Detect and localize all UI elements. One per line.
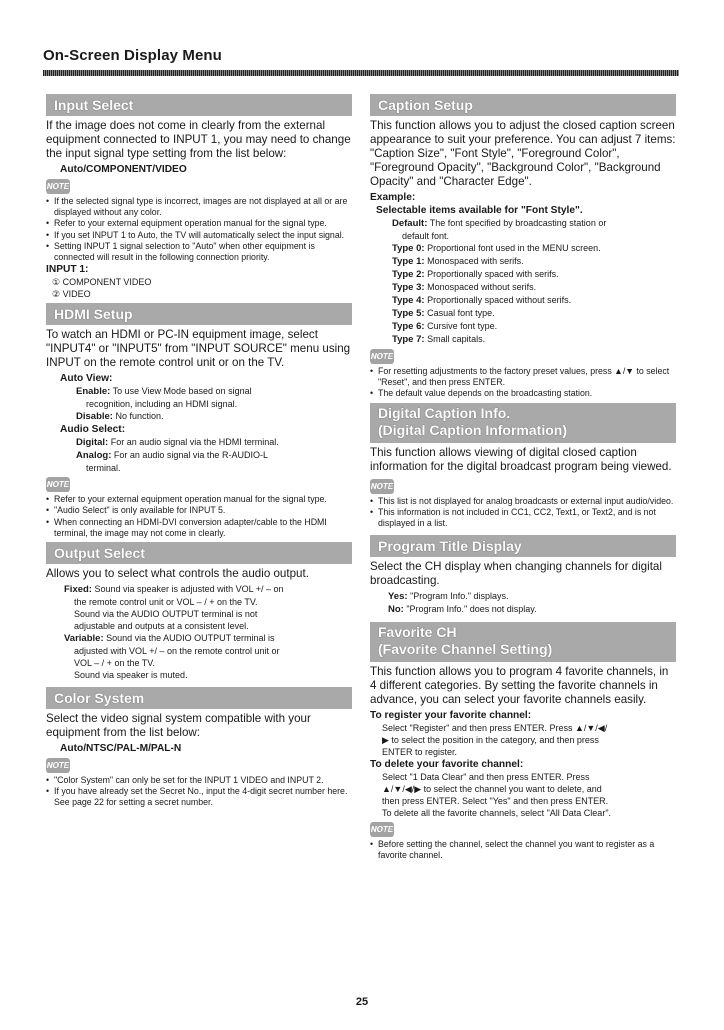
type-item	[392, 281, 676, 294]
note-item: • "Audio Select" is only available for INPUT 5.	[46, 505, 352, 516]
yes-label: Yes:	[388, 591, 408, 603]
section-heading-input-select: Input Select	[46, 94, 352, 116]
default-label: Default:	[392, 218, 428, 229]
priority-item: ② VIDEO	[52, 289, 91, 300]
digital-item	[76, 436, 352, 449]
digital-caption-notes	[370, 496, 676, 530]
type-item	[392, 242, 676, 255]
analog-cont: terminal.	[86, 463, 121, 474]
selectable-label: Selectable items available for "Font Style".	[376, 205, 583, 216]
register-steps	[382, 722, 676, 758]
type-text: Proportionally spaced without serifs.	[427, 295, 572, 305]
type-label: Type 7:	[392, 334, 425, 345]
section-heading-output-select: Output Select	[46, 542, 352, 564]
no-text: "Program Info." does not display.	[406, 604, 537, 615]
register-line: ENTER to register.	[382, 747, 458, 758]
color-system-intro: Select the video signal system compatible with your equipment from the list below:	[46, 712, 311, 740]
register-line: ▶ to select the position in the category, and then press	[382, 735, 599, 746]
color-system-options: Auto/NTSC/PAL-M/PAL-N	[60, 743, 182, 755]
type-item	[392, 268, 676, 281]
note-item: • Before setting the channel, select the channel you want to register as a favorite channel.	[370, 839, 676, 861]
audio-select-label: Audio Select:	[60, 424, 126, 436]
section-heading-caption-setup: Caption Setup	[370, 94, 676, 116]
digital-caption-intro: This function allows viewing of digital closed caption information for the digital broadcast program being viewed.	[370, 445, 672, 473]
section-heading-hdmi-setup: HDMI Setup	[46, 303, 352, 325]
type-label: Type 2:	[392, 269, 425, 280]
note-item: • If you have already set the Secret No., input the 4-digit secret number here. See page 22 for setting a secret number.	[46, 786, 352, 808]
favorite-ch-intro: This function allows you to program 4 favorite channels, in 4 different categories. By setting the favorite channels in advance, you can select your favorite channels easily.	[370, 665, 669, 707]
auto-view-label: Auto View:	[60, 373, 113, 385]
enable-text: To use View Mode based on signal	[112, 386, 252, 397]
disable-text: No function.	[115, 411, 164, 422]
type-label: Type 4:	[392, 295, 425, 306]
fixed-line: the remote control unit or VOL – / + on the TV.	[74, 597, 258, 608]
type-label: Type 1:	[392, 256, 425, 267]
page-title: On-Screen Display Menu	[43, 47, 222, 64]
type-text: Cursive font type.	[427, 321, 498, 331]
hdmi-setup-intro: To watch an HDMI or PC-IN equipment image, select "INPUT4" or "INPUT5" from "INPUT SOURCE" menu using INPUT on the remote control unit or on the TV.	[46, 328, 351, 370]
note-item: • When connecting an HDMI-DVI conversion adapter/cable to the HDMI terminal, the image may not come in clearly.	[46, 517, 352, 539]
enable-cont: recognition, including an HDMI signal.	[86, 399, 238, 410]
caption-setup-notes	[370, 366, 676, 400]
delete-line: then press ENTER. Select "Yes" and then press ENTER.	[382, 796, 609, 807]
example-label: Example:	[370, 192, 416, 203]
type-text: Small capitals.	[427, 334, 486, 344]
note-item: • This list is not displayed for analog broadcasts or external input audio/video.	[370, 496, 676, 507]
type-label: Type 5:	[392, 308, 425, 319]
type-text: Proportionally spaced with serifs.	[427, 269, 559, 279]
color-system-notes	[46, 775, 352, 809]
favorite-ch-notes	[370, 839, 676, 861]
variable-line: Sound via speaker is muted.	[74, 670, 188, 681]
section-heading-color-system: Color System	[46, 687, 352, 709]
title-rule	[43, 70, 679, 76]
note-item: • Setting INPUT 1 signal selection to "Auto" when other equipment is connected will result in the following connection priority.	[46, 241, 352, 263]
type-item	[392, 333, 676, 346]
disable-item	[76, 410, 352, 423]
type-text: Casual font type.	[427, 308, 495, 318]
type-item	[392, 307, 676, 320]
fixed-line: Sound via speaker is adjusted with VOL +/ – on	[94, 584, 284, 595]
delete-steps	[382, 771, 676, 819]
note-item: • This information is not included in CC1, CC2, Text1, or Text2, and is not displayed in a list.	[370, 507, 676, 529]
note-item: • "Color System" can only be set for the INPUT 1 VIDEO and INPUT 2.	[46, 775, 352, 786]
hdmi-setup-notes	[46, 494, 352, 539]
type-text: Monospaced with serifs.	[427, 256, 524, 266]
delete-line: Select "1 Data Clear" and then press ENTER. Press	[382, 772, 590, 783]
note-item: • If the selected signal type is incorrect, images are not displayed at all or are displayed without any color.	[46, 196, 352, 218]
note-icon: NOTE	[370, 822, 394, 837]
fixed-item	[64, 583, 352, 632]
section-heading-digital-caption	[370, 403, 676, 443]
section-heading-favorite-ch	[370, 622, 676, 662]
yes-text: "Program Info." displays.	[410, 591, 509, 602]
analog-text: For an audio signal via the R-AUDIO-L	[113, 450, 268, 461]
delete-line: ▲/▼/◀/▶ to select the channel you want to delete, and	[382, 784, 602, 795]
variable-line: VOL – / + on the TV.	[74, 658, 155, 669]
fixed-line: Sound via the AUDIO OUTPUT terminal is not	[74, 609, 258, 620]
yes-item	[388, 590, 676, 603]
type-label: Type 0:	[392, 243, 425, 254]
analog-label: Analog:	[76, 450, 112, 462]
register-line: Select "Register" and then press ENTER. Press ▲/▼/◀/	[382, 723, 608, 734]
register-label: To register your favorite channel:	[370, 710, 532, 722]
input1-label: INPUT 1:	[46, 264, 89, 276]
note-icon: NOTE	[46, 758, 70, 773]
output-select-intro: Allows you to select what controls the audio output.	[46, 567, 309, 581]
analog-item	[76, 449, 352, 474]
digital-text: For an audio signal via the HDMI terminal.	[110, 437, 279, 448]
note-icon: NOTE	[46, 477, 70, 492]
favorite-ch-heading-line1: Favorite CH	[378, 624, 457, 641]
default-item	[392, 217, 676, 242]
left-column	[46, 94, 352, 809]
input-select-intro: If the image does not come in clearly from the external equipment connected to INPUT 1, you may need to change the input signal type setting from the list below:	[46, 119, 351, 160]
right-column	[370, 94, 676, 862]
digital-label: Digital:	[76, 437, 109, 449]
fixed-label: Fixed:	[64, 584, 92, 596]
input-select-options: Auto/COMPONENT/VIDEO	[60, 164, 187, 175]
default-cont: default font.	[402, 231, 450, 241]
variable-line: Sound via the AUDIO OUTPUT terminal is	[106, 633, 275, 644]
type-label: Type 6:	[392, 321, 425, 332]
note-icon: NOTE	[370, 479, 394, 494]
input-select-notes	[46, 196, 352, 263]
default-text: The font specified by broadcasting station or	[429, 218, 607, 228]
variable-item	[64, 632, 352, 681]
program-title-intro: Select the CH display when changing channels for digital broadcasting.	[370, 560, 662, 588]
note-item: • Refer to your external equipment operation manual for the signal type.	[46, 494, 352, 505]
variable-label: Variable:	[64, 633, 104, 645]
note-item: • For resetting adjustments to the factory preset values, press ▲/▼ to select "Reset", and then press ENTER.	[370, 366, 676, 388]
no-label: No:	[388, 604, 404, 616]
fixed-line: adjustable and outputs at a consistent level.	[74, 621, 249, 632]
note-item: • The default value depends on the broadcasting station.	[370, 388, 676, 399]
variable-line: adjusted with VOL +/ – on the remote control unit or	[74, 646, 280, 657]
note-icon: NOTE	[46, 179, 70, 194]
enable-item	[76, 385, 352, 410]
caption-setup-intro: This function allows you to adjust the closed caption screen appearance to suit your preference. You can adjust 7 items: "Caption Size", "Font Style", "Foreground Color", "Foreground Opacity", "Background Color", "Background Opacity" and "Character Edge".	[370, 119, 676, 188]
no-item	[388, 603, 676, 616]
note-icon: NOTE	[370, 349, 394, 364]
type-text: Proportional font used in the MENU screen.	[427, 243, 601, 253]
type-item	[392, 320, 676, 333]
type-label: Type 3:	[392, 282, 425, 293]
type-item	[392, 294, 676, 307]
enable-label: Enable:	[76, 386, 111, 398]
type-item	[392, 255, 676, 268]
digital-caption-heading-line1: Digital Caption Info.	[378, 404, 511, 421]
delete-line: To delete all the favorite channels, select "All Data Clear".	[382, 808, 612, 819]
priority-item: ① COMPONENT VIDEO	[52, 277, 152, 288]
note-item: • Refer to your external equipment operation manual for the signal type.	[46, 218, 352, 229]
page-number: 25	[355, 996, 369, 1008]
disable-label: Disable:	[76, 411, 113, 423]
favorite-ch-heading-line2: (Favorite Channel Setting)	[378, 641, 553, 658]
digital-caption-heading-line2: (Digital Caption Information)	[378, 421, 567, 438]
note-item: • If you set INPUT 1 to Auto, the TV will automatically select the input signal.	[46, 230, 352, 241]
type-text: Monospaced without serifs.	[427, 282, 537, 292]
delete-label: To delete your favorite channel:	[370, 759, 524, 771]
section-heading-program-title: Program Title Display	[370, 535, 676, 557]
